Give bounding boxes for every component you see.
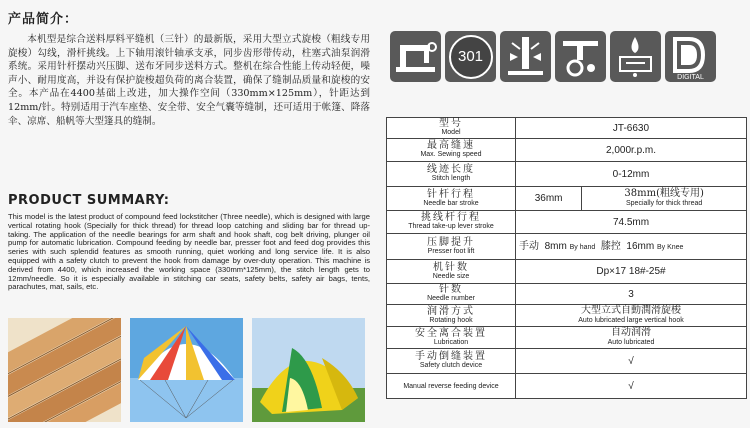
spec-value-needlebar-1: 36mm bbox=[516, 187, 582, 211]
spec-label-reverse: Manual reverse feeding device bbox=[387, 374, 516, 399]
spec-value-lubrication: 自动润滑 Auto lubricated bbox=[516, 327, 747, 349]
spec-label-model: 型号 Model bbox=[387, 118, 516, 139]
digital-label: DIGITAL bbox=[677, 74, 704, 81]
table-row bbox=[387, 349, 747, 374]
compound-feed-icon bbox=[500, 31, 551, 82]
digital-icon bbox=[665, 31, 716, 82]
spec-label-clutch: 手动倒缝装置 Safety clutch device bbox=[387, 349, 516, 374]
table-row bbox=[387, 139, 747, 162]
spec-value-reverse: √ bbox=[516, 374, 747, 399]
spec-label-needlebar: 针杆行程 Needle bar stroke bbox=[387, 187, 516, 211]
spec-value-hook: 大型立式自動潤滑旋梭 Auto lubricated large vertical hook bbox=[516, 305, 747, 327]
spec-value-speed: 2,000r.p.m. bbox=[516, 139, 747, 162]
lubrication-icon bbox=[610, 31, 661, 82]
table-row bbox=[387, 162, 747, 187]
spec-value-number: 3 bbox=[516, 284, 747, 305]
spec-label-stitch: 线迹长度 Stitch length bbox=[387, 162, 516, 187]
table-row bbox=[387, 374, 747, 399]
spec-label-lubrication: 安全离合装置 Lubrication bbox=[387, 327, 516, 349]
table-row bbox=[387, 260, 747, 284]
spec-value-model: JT-6630 bbox=[516, 118, 747, 139]
table-row bbox=[387, 211, 747, 234]
spec-value-stitch: 0-12mm bbox=[516, 162, 747, 187]
table-row bbox=[387, 284, 747, 305]
stitch-301-icon: 301 bbox=[445, 31, 496, 82]
spec-label-hook: 润滑方式 Rotating hook bbox=[387, 305, 516, 327]
spec-label-speed: 最高缝速 Max. Sewing speed bbox=[387, 139, 516, 162]
summary-en-heading: PRODUCT SUMMARY: bbox=[8, 193, 170, 208]
intro-cn-paragraph: 本机型是综合送料厚料平缝机（三针）的最新版，采用大型立式旋梭（粗线专用旋梭）勾线，滑杆挑线。上下轴用滚针轴承支承，同步齿形带传动，柱塞式油泵润滑系统。采用针杆摆动兴压脚、送布牙同步送料方式。整机在综合性能上传动轻便，噪声小、耐用度高，并设有保护旋梭超负荷的离合装置，确保了缝制品质量和旋梭的安全。本产品在4400基础上改进，加大操作空间（330mm×125mm），针距达到12mm/针。特别适用于汽车座垫、安全带、安全气囊等缝制，还可适用于帐篷、降落伞、凉席、船帆等大型篷具的缝制。 bbox=[8, 34, 370, 127]
intro-cn-heading: 产品简介： bbox=[8, 12, 79, 27]
table-row bbox=[387, 187, 747, 211]
bamboo-mat-photo bbox=[8, 318, 121, 422]
spec-label-foot: 压脚提升 Presser foot lift bbox=[387, 234, 516, 260]
spec-value-needlebar-2: 38mm(粗线专用) Specially for thick thread bbox=[582, 187, 747, 211]
tent-photo bbox=[252, 318, 365, 422]
sewing-machine-icon bbox=[390, 31, 441, 82]
table-row bbox=[387, 118, 747, 139]
intro-cn-section bbox=[8, 8, 370, 128]
summary-en-paragraph: This model is the latest product of compound feed lockstitcher (Three needle), which is designed with large vertical rotating hook (Specially for thick thread) for thread loop catching and sliding bar for thread up-taking. The application of the needle bearings for arm shaft and hook shaft, cog belt driving, plunger oil pump for automatic lubrication. Compound feeding by needle bar, presser foot and feed dog provides this series with such splendid features as smooth running, quiet working and long service life. It is also equipped with a safety clutch to prevent the hook from damage by over-duty operation. This machine is derived from 4400, which increased the working space (330mm*125mm), the stitch length gets to 12mm/needle. So it is especially available in stitching car seats, safety belts, safety air bags, tents, parachutes, mat, sails, etc. bbox=[8, 212, 370, 292]
feature-icons-row bbox=[390, 31, 716, 82]
parachute-photo bbox=[130, 318, 243, 422]
table-row bbox=[387, 305, 747, 327]
spec-value-needle: Dp×17 18#-25# bbox=[516, 260, 747, 284]
spec-table bbox=[386, 117, 747, 399]
table-row bbox=[387, 327, 747, 349]
spec-value-lever: 74.5mm bbox=[516, 211, 747, 234]
spec-label-number: 针数 Needle number bbox=[387, 284, 516, 305]
spec-value-clutch: √ bbox=[516, 349, 747, 374]
spec-label-lever: 挑线杆行程 Thread take-up lever stroke bbox=[387, 211, 516, 234]
table-row bbox=[387, 234, 747, 260]
spec-label-needle: 机针数 Needle size bbox=[387, 260, 516, 284]
thread-take-up-icon bbox=[555, 31, 606, 82]
spec-value-foot: 手动 8mm By hand 膝控 16mm By Knee bbox=[516, 234, 747, 260]
